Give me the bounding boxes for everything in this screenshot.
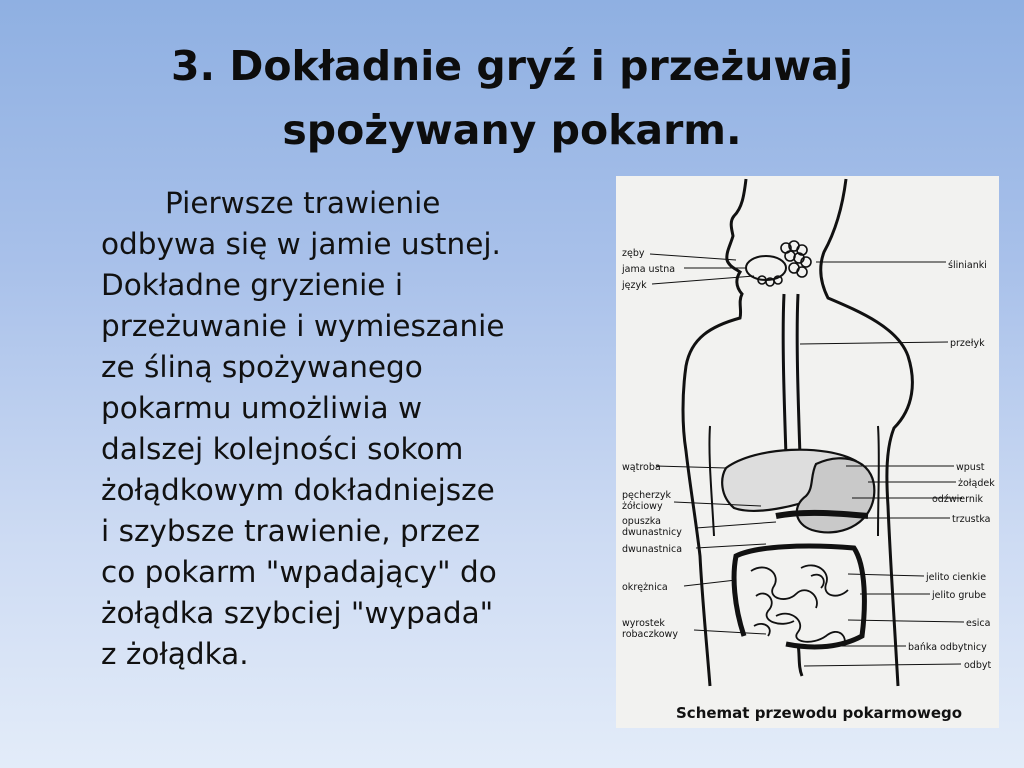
label-appendix-2: robaczkowy bbox=[622, 629, 678, 640]
slide-title bbox=[60, 34, 964, 162]
label-small-intestine: jelito cienkie bbox=[926, 572, 987, 583]
digestive-system-figure bbox=[616, 176, 999, 728]
body-line: i szybsze trawienie, przez bbox=[101, 514, 481, 548]
label-duodenal-bulb-1: opuszka bbox=[622, 516, 661, 527]
label-oral-cavity: jama ustna bbox=[622, 264, 676, 275]
label-rectal-ampulla: bańka odbytnicy bbox=[908, 642, 987, 653]
arm-line bbox=[709, 426, 714, 536]
label-duodenum: dwunastnica bbox=[622, 544, 683, 555]
label-large-intestine: jelito grube bbox=[932, 590, 987, 601]
label-appendix-1: wyrostek bbox=[622, 618, 665, 629]
label-stomach: żołądek bbox=[958, 478, 995, 489]
pancreas bbox=[776, 513, 868, 516]
label-tongue: język bbox=[622, 280, 647, 291]
slide-title-line-1: 3. Dokładnie gryź i przeżuwaj bbox=[170, 42, 854, 90]
body-line: dalszej kolejności sokom bbox=[101, 432, 464, 466]
body-line: z żołądka. bbox=[101, 637, 249, 671]
figure-caption: Schemat przewodu pokarmowego bbox=[676, 704, 963, 722]
label-salivary-glands: ślinianki bbox=[948, 260, 987, 271]
label-esophagus: przełyk bbox=[950, 338, 985, 349]
body-paragraph bbox=[101, 183, 579, 675]
body-line: pokarmu umożliwia w bbox=[101, 391, 423, 425]
label-colon: okrężnica bbox=[622, 582, 668, 593]
label-teeth: zęby bbox=[622, 248, 645, 259]
body-line: żołądka szybciej "wypada" bbox=[101, 596, 494, 630]
body-line: żołądkowym dokładniejsze bbox=[101, 473, 495, 507]
label-gallbladder-2: żółciowy bbox=[622, 501, 663, 512]
label-pancreas: trzustka bbox=[952, 514, 991, 525]
slide-title-line-2: spożywany pokarm. bbox=[282, 106, 742, 154]
digestive-system-diagram bbox=[616, 176, 999, 728]
body-line: przeżuwanie i wymieszanie bbox=[101, 309, 505, 343]
arm-line-right bbox=[878, 426, 879, 536]
label-sigmoid: esica bbox=[966, 618, 991, 629]
body-line: odbywa się w jamie ustnej. bbox=[101, 227, 501, 261]
label-duodenal-bulb-2: dwunastnicy bbox=[622, 527, 682, 538]
body-line: Pierwsze trawienie bbox=[165, 186, 441, 220]
label-gallbladder-1: pęcherzyk bbox=[622, 490, 671, 501]
body-line: Dokładne gryzienie i bbox=[101, 268, 404, 302]
label-cardia: wpust bbox=[956, 462, 985, 473]
esophagus-wall bbox=[797, 294, 800, 456]
label-pylorus: odźwiernik bbox=[932, 494, 983, 505]
label-liver: wątroba bbox=[622, 462, 661, 473]
body-line: ze śliną spożywanego bbox=[101, 350, 423, 384]
body-line: co pokarm "wpadający" do bbox=[101, 555, 497, 589]
esophagus bbox=[783, 294, 786, 456]
label-anus: odbyt bbox=[964, 660, 992, 671]
